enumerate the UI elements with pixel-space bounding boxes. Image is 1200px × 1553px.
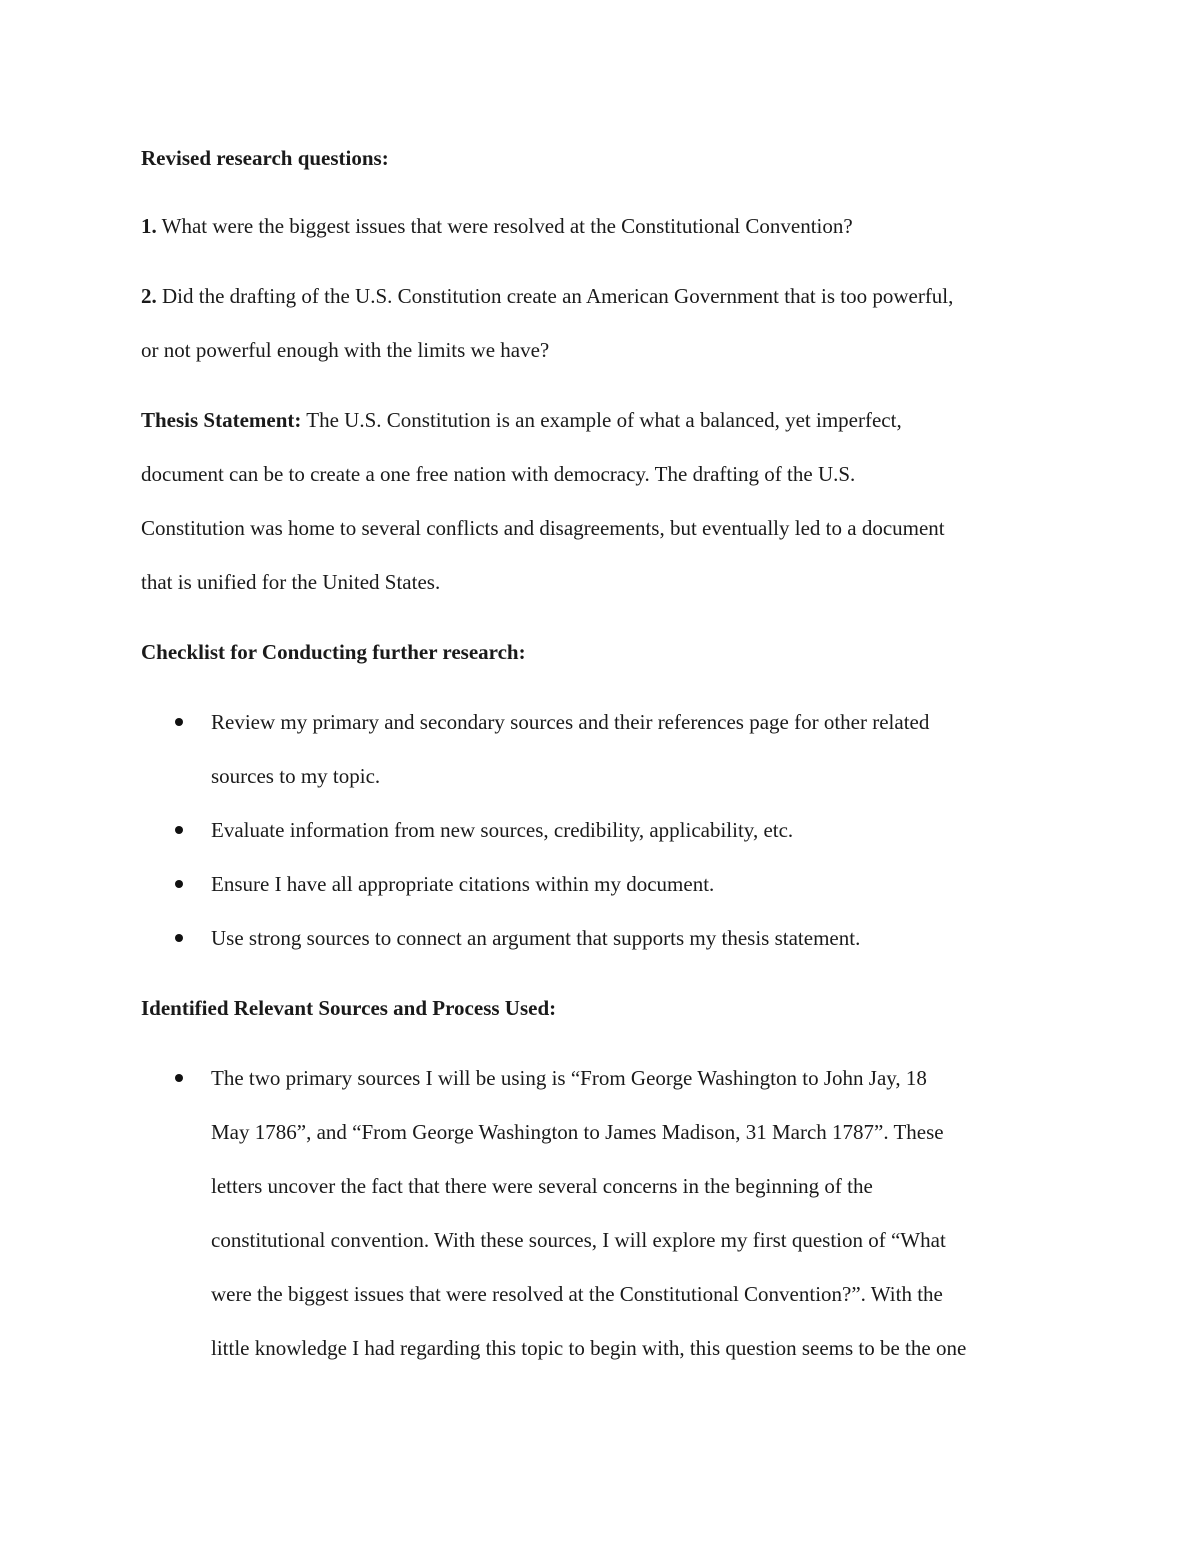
checklist-item-text: Use strong sources to connect an argument that supports my thesis statement.	[211, 926, 861, 950]
question-2-line-2: or not powerful enough with the limits we have?	[141, 338, 550, 362]
heading-revised-questions: Revised research questions:	[141, 146, 389, 170]
bullet-icon	[175, 1074, 183, 1082]
thesis-line-1	[141, 405, 902, 435]
checklist-item-text: Review my primary and secondary sources and their references page for other related	[211, 710, 930, 734]
question-2-number: 2.	[141, 284, 157, 308]
sources-item-text: were the biggest issues that were resolved at the Constitutional Convention?”. With the	[211, 1282, 943, 1306]
bullet-icon	[175, 718, 183, 726]
bullet-icon	[175, 934, 183, 942]
heading-checklist: Checklist for Conducting further research:	[141, 640, 526, 664]
heading-sources: Identified Relevant Sources and Process Used:	[141, 996, 557, 1020]
checklist-item-text: Ensure I have all appropriate citations within my document.	[211, 872, 715, 896]
question-1-text: What were the biggest issues that were resolved at the Constitutional Convention?	[161, 214, 853, 238]
sources-item-text: constitutional convention. With these sources, I will explore my first question of “What	[211, 1228, 946, 1252]
question-1-number: 1.	[141, 214, 157, 238]
bullet-icon	[175, 826, 183, 834]
thesis-line-2: document can be to create a one free nation with democracy. The drafting of the U.S.	[141, 462, 856, 486]
question-2-text-1: Did the drafting of the U.S. Constitution create an American Government that is too powerful,	[162, 284, 954, 308]
bullet-icon	[175, 880, 183, 888]
sources-item-text: letters uncover the fact that there were several concerns in the beginning of the	[211, 1174, 873, 1198]
thesis-line-3: Constitution was home to several conflicts and disagreements, but eventually led to a document	[141, 516, 945, 540]
thesis-line-4: that is unified for the United States.	[141, 570, 441, 594]
sources-item-text: May 1786”, and “From George Washington to James Madison, 31 March 1787”. These	[211, 1120, 944, 1144]
question-2-line-1	[141, 281, 953, 311]
sources-item-text: The two primary sources I will be using is “From George Washington to John Jay, 18	[211, 1066, 927, 1090]
checklist-item-text: Evaluate information from new sources, credibility, applicability, etc.	[211, 818, 794, 842]
thesis-label: Thesis Statement:	[141, 408, 302, 432]
sources-item-text: little knowledge I had regarding this topic to begin with, this question seems to be the one	[211, 1336, 967, 1360]
thesis-text-1: The U.S. Constitution is an example of what a balanced, yet imperfect,	[306, 408, 902, 432]
checklist-item-text: sources to my topic.	[211, 764, 381, 788]
question-1	[141, 211, 853, 241]
